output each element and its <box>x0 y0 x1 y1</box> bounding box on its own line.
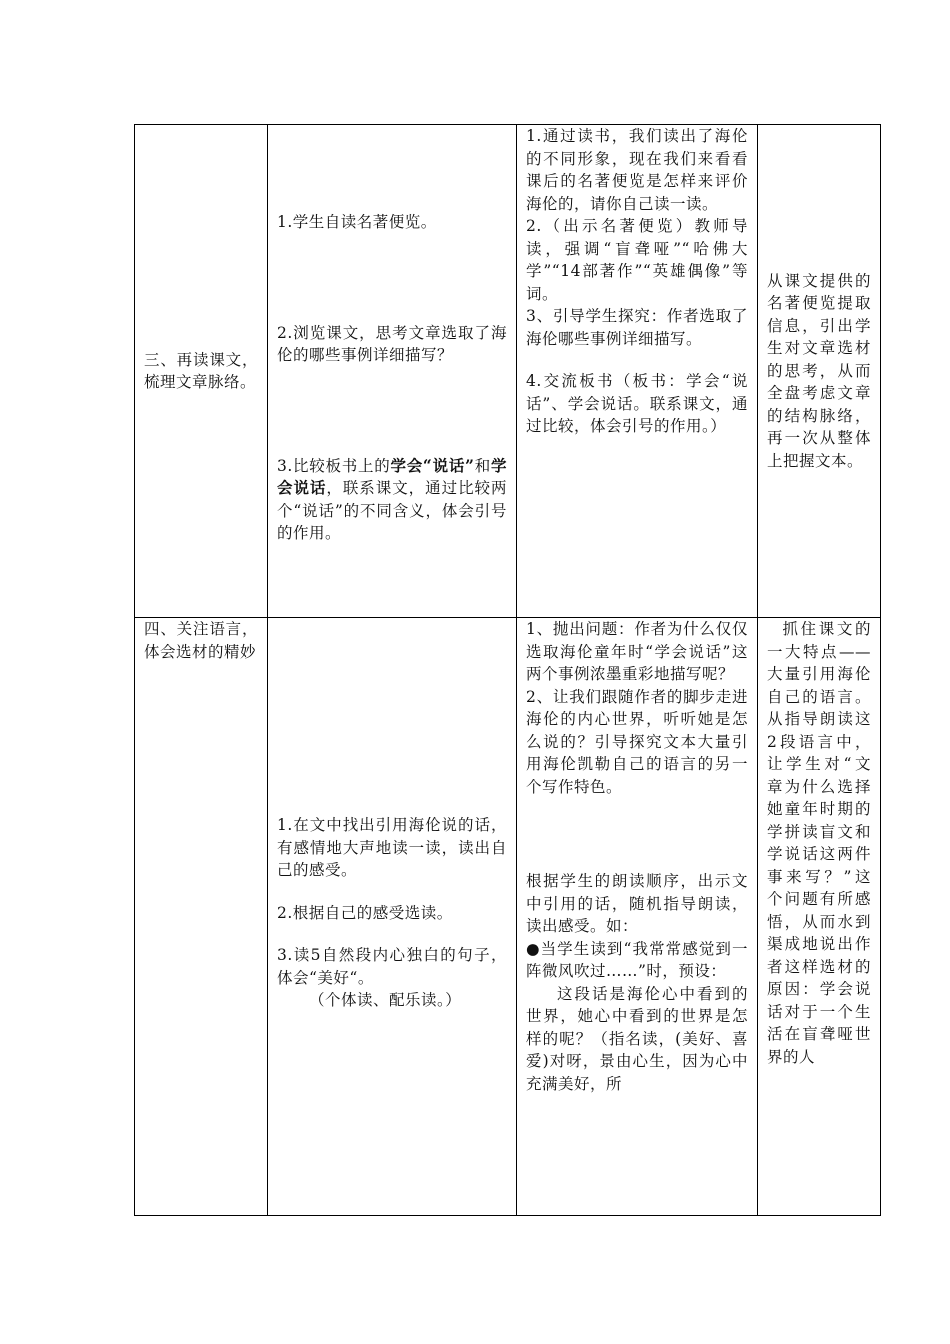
stage-text: 四、关注语言，体会选材的精妙 <box>144 620 258 661</box>
bold-text: 学会“说话” <box>390 455 475 475</box>
student-activity-item: 2.根据自己的感受选读。 <box>277 903 453 922</box>
design-intent-text: 抓住课文的一大特点——大量引用海伦自己的语言。从指导朗读这2段语言中，让学生对“文章为什么选择她童年时期的学拼读盲文和学说话这两件事来写？”这个问题有所感悟，从而水到渠成地说出作者这样选材的原因：学会说话对于一个生活在盲聋哑世界的人 <box>767 620 871 1066</box>
teacher-activity-item: 2.（出示名著便览）教师导读，强调“盲聋哑”“哈佛大学”“14部著作”“英雄偶像”等词。 <box>526 217 748 303</box>
stage-cell <box>135 618 268 1216</box>
text-span: ，联系课文，通过比较两个“说话”的不同含义，体会引号的作用。 <box>277 479 507 542</box>
student-activity-cell <box>268 618 517 1216</box>
student-activity-item: 1.学生自读名著便览。 <box>277 213 437 231</box>
stage-cell <box>135 125 268 618</box>
teacher-activity-item: 1、抛出问题：作者为什么仅仅选取海伦童年时“学会说话”这两个事例浓墨重彩地描写呢？ <box>526 620 748 683</box>
student-activity-item: 3.读5自然段内心独白的句子，体会“美好“。 <box>277 946 507 987</box>
text-span: 和 <box>474 456 491 475</box>
student-activity-item: 2.浏览课文，思考文章选取了海伦的哪些事例详细描写？ <box>277 323 507 364</box>
teacher-activity-cell <box>517 125 758 618</box>
stage-text: 三、再读课文，梳理文章脉络。 <box>144 350 258 391</box>
table-row <box>135 618 881 1216</box>
teacher-activity-item: ●当学生读到“我常常感觉到一阵微风吹过……”时，预设： <box>526 939 748 980</box>
teacher-activity-item: 这段话是海伦心中看到的世界，她心中看到的世界是怎样的呢？（指名读，(美好、喜爱)对呀，景由心生，因为心中充满美好，所 <box>526 984 748 1093</box>
student-activity-cell <box>268 125 517 618</box>
student-activity-item <box>277 455 507 545</box>
teacher-activity-item: 2、让我们跟随作者的脚步走进海伦的内心世界，听听她是怎么说的？引导探究文本大量引用海伦凯勒自己的语言的另一个写作特色。 <box>526 687 748 796</box>
teacher-activity-item: 3、引导学生探究：作者选取了海伦哪些事例详细描写。 <box>526 307 748 348</box>
design-intent-cell <box>758 125 881 618</box>
bold-text: 学会说话 <box>277 455 507 497</box>
table-row <box>135 125 881 618</box>
student-activity-note: （个体读、配乐读。） <box>309 991 462 1009</box>
teacher-activity-item: 1.通过读书，我们读出了海伦的不同形象，现在我们来看看课后的名著便览是怎样来评价海伦的，请你自己读一读。 <box>526 127 748 213</box>
design-intent-cell <box>758 618 881 1216</box>
teacher-activity-item: 4.交流板书（板书：学会“说话”、学会说话。联系课文，通过比较，体会引号的作用。） <box>526 372 748 435</box>
text-span: 3.比较板书上的 <box>277 456 391 475</box>
lesson-plan-table <box>134 124 881 1216</box>
teacher-activity-cell <box>517 618 758 1216</box>
design-intent-text: 从课文提供的名著便览提取信息，引出学生对文章选材的思考，从而全盘考虑文章的结构脉络，再一次从整体上把握文本。 <box>767 271 871 470</box>
student-activity-item: 1.在文中找出引用海伦说的话，有感情地大声地读一读，读出自己的感受。 <box>277 816 507 879</box>
teacher-activity-item: 根据学生的朗读顺序，出示文中引用的话，随机指导朗读，读出感受。如： <box>526 872 748 935</box>
